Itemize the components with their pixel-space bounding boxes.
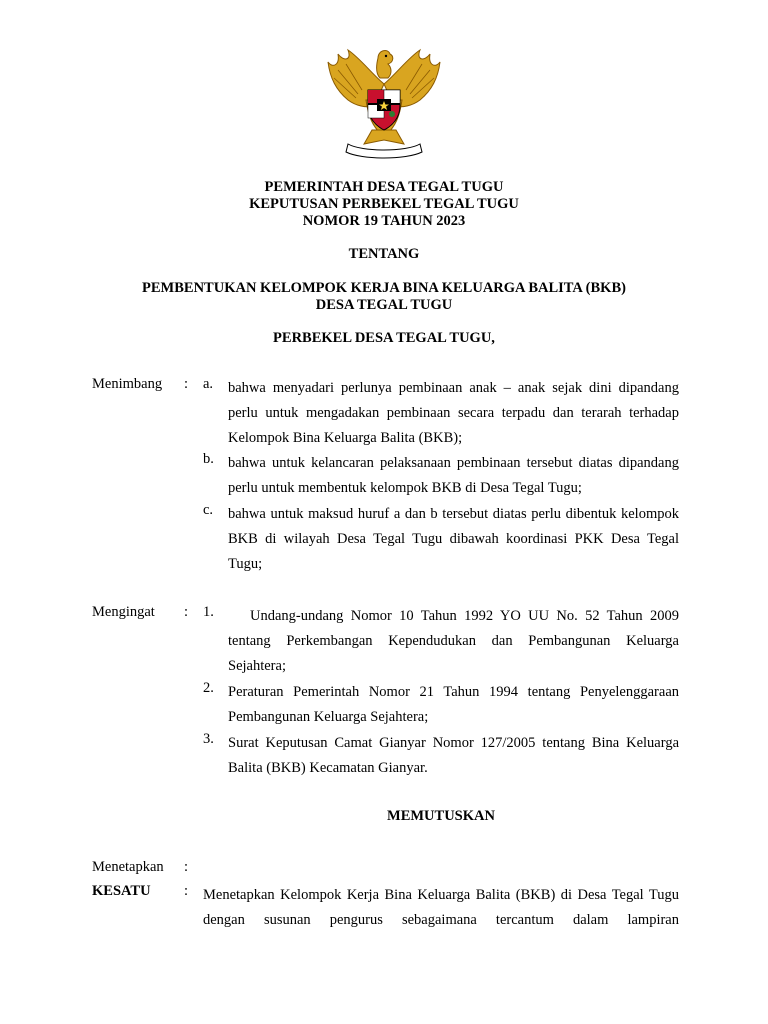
memutuskan-heading: MEMUTUSKAN	[387, 808, 495, 824]
mengingat-colon: :	[184, 604, 189, 620]
document-header	[0, 179, 768, 230]
menimbang-item-marker: a.	[203, 376, 214, 392]
menetapkan-colon: :	[184, 859, 189, 875]
menimbang-label: Menimbang	[92, 376, 163, 392]
mengingat-label: Mengingat	[92, 604, 155, 620]
tentang-heading: TENTANG	[348, 246, 420, 262]
subject-line-2: DESA TEGAL TUGU	[315, 297, 453, 313]
mengingat-item-3: Surat Keputusan Camat Gianyar Nomor 127/2005 tentang Bina Keluarga Balita (BKB) Kecamatan Gianyar.	[228, 735, 679, 776]
subject-line-1: PEMBENTUKAN KELOMPOK KERJA BINA KELUARGA BALITA (BKB)	[142, 280, 626, 296]
kesatu-row	[0, 883, 768, 943]
menimbang-item-a: bahwa menyadari perlunya pembinaan anak – anak sejak dini dipandang perlu untuk mengadakan pembinaan secara terpadu dan terarah terhadap Kelompok Bina Keluarga Balita (BKB);	[228, 380, 679, 446]
decree-title: KEPUTUSAN PERBEKEL TEGAL TUGU	[249, 196, 519, 212]
menimbang-item-marker: c.	[203, 502, 214, 518]
menetapkan-row	[0, 859, 768, 879]
mengingat-item-1: Undang-undang Nomor 10 Tahun 1992 YO UU No. 52 Tahun 2009 tentang Perkembangan Kependudukan dan Pembangunan Keluarga Sejahtera;	[228, 608, 679, 674]
menimbang-item-b: bahwa untuk kelancaran pelaksanaan pembinaan tersebut diatas dipandang perlu untuk membentuk kelompok BKB di Desa Tegal Tugu;	[228, 455, 679, 496]
mengingat-item-marker: 1.	[203, 604, 214, 620]
menimbang-item-marker: b.	[203, 451, 214, 467]
mengingat-section	[0, 604, 768, 784]
decree-subject	[0, 280, 768, 314]
menimbang-colon: :	[184, 376, 189, 392]
mengingat-item-marker: 2.	[203, 680, 214, 696]
menimbang-section	[0, 376, 768, 576]
kesatu-label: KESATU	[92, 883, 151, 899]
garuda-emblem-icon	[322, 44, 446, 160]
kesatu-colon: :	[184, 883, 189, 899]
decree-number: NOMOR 19 TAHUN 2023	[302, 213, 466, 229]
menimbang-item-c: bahwa untuk maksud huruf a dan b tersebut diatas perlu dibentuk kelompok BKB di wilayah Desa Tegal Tugu dibawah koordinasi PKK Desa Tegal Tugu;	[228, 506, 679, 572]
official-title: PERBEKEL DESA TEGAL TUGU,	[273, 330, 495, 346]
menetapkan-label: Menetapkan	[92, 859, 164, 875]
kesatu-text: Menetapkan Kelompok Kerja Bina Keluarga Balita (BKB) di Desa Tegal Tugu dengan susunan pengurus sebagaimana tercantum dalam lampiran	[203, 887, 679, 928]
mengingat-item-marker: 3.	[203, 731, 214, 747]
government-title: PEMERINTAH DESA TEGAL TUGU	[264, 179, 504, 195]
mengingat-item-2: Peraturan Pemerintah Nomor 21 Tahun 1994 tentang Penyelenggaraan Pembangunan Keluarga Sejahtera;	[228, 684, 679, 725]
